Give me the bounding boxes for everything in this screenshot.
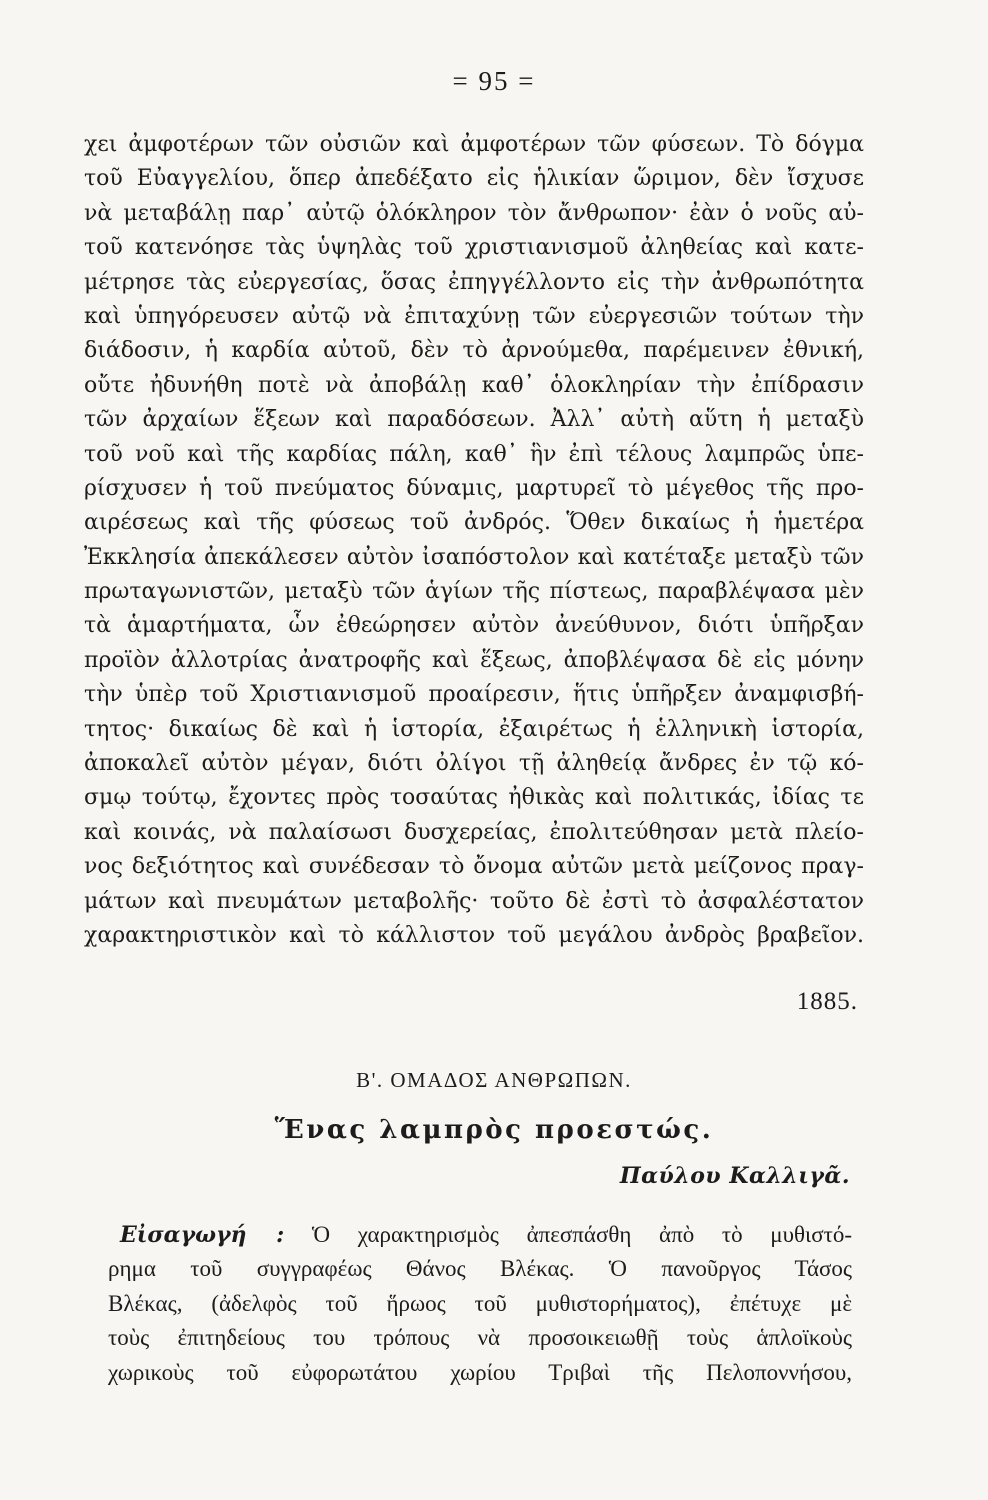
introduction <box>108 1218 852 1390</box>
text-line: οὔτε ἠδυνήθη ποτὲ νὰ ἀποβάλῃ καθ᾽ ὁλοκληρίαν τὴν ἐπίδρασιν <box>84 372 864 398</box>
text-line: πρωταγωνιστῶν, μεταξὺ τῶν ἁγίων τῆς πίστεως, παραβλέψασα μὲν <box>84 579 864 605</box>
text-line: τοῦ νοῦ καὶ τῆς καρδίας πάλη, καθ᾽ ἣν ἐπὶ τέλους λαμπρῶς ὑπε- <box>84 441 864 467</box>
text-line: Ἐκκλησία ἀπεκάλεσεν αὐτὸν ἰσαπόστολον καὶ κατέταξε μεταξὺ τῶν <box>84 544 864 570</box>
intro-first-line-text: Ὁ χαρακτηρισμὸς ἀπεσπάσθη ἀπὸ τὸ μυθιστό- <box>311 1222 853 1247</box>
intro-label: Εἰσαγωγή : <box>120 1222 285 1248</box>
article-title: Ἕνας λαμπρὸς προεστώς. <box>274 1115 714 1145</box>
text-line: χει ἀμφοτέρων τῶν οὐσιῶν καὶ ἀμφοτέρων τῶν φύσεων. Τὸ δόγμα <box>84 132 864 157</box>
intro-first-line <box>120 1218 852 1252</box>
text-line: τητος· δικαίως δὲ καὶ ἡ ἱστορία, ἐξαιρέτως ἡ ἑλληνικὴ ἱστορία, <box>84 716 864 742</box>
text-line: προϊὸν ἀλλοτρίας ἀνατροφῆς καὶ ἕξεως, ἀποβλέψασα δὲ εἰς μόνην <box>84 647 864 673</box>
text-line: καὶ ὑπηγόρευσεν αὐτῷ νὰ ἐπιταχύνῃ τῶν εὐεργεσιῶν τούτων τὴν <box>84 303 864 329</box>
text-line: αιρέσεως καὶ τῆς φύσεως τοῦ ἀνδρός. Ὅθεν δικαίως ἡ ἡμετέρα <box>84 510 864 536</box>
intro-line: ρημα τοῦ συγγραφέως Θάνος Βλέκας. Ὁ πανοῦργος Τάσος <box>108 1256 852 1282</box>
section-heading: Β'. ΟΜΑΔΟΣ ΑΝΘΡΩΠΩΝ. <box>356 1068 632 1092</box>
text-line: τοῦ κατενόησε τὰς ὑψηλὰς τοῦ χριστιανισμοῦ ἀληθείας καὶ κατε- <box>84 235 864 261</box>
text-line: μάτων καὶ πνευμάτων μεταβολῆς· τοῦτο δὲ ἐστὶ τὸ ἀσφαλέστατον <box>84 888 864 914</box>
text-line: ἀποκαλεῖ αὐτὸν μέγαν, διότι ὀλίγοι τῇ ἀληθείᾳ ἄνδρες ἐν τῷ κό- <box>84 751 864 777</box>
text-line-last: χαρακτηριστικὸν καὶ τὸ κάλλιστον τοῦ μεγάλου ἀνδρὸς βραβεῖον. <box>84 922 864 948</box>
page-number: = 95 = <box>452 66 536 96</box>
text-line: νος δεξιότητος καὶ συνέδεσαν τὸ ὄνομα αὐτῶν μετὰ μείζονος πραγ- <box>84 854 864 880</box>
text-line: καὶ κοινάς, νὰ παλαίσωσι δυσχερείας, ἐπολιτεύθησαν μετὰ πλείο- <box>84 819 864 845</box>
text-line: τοῦ Εὐαγγελίου, ὅπερ ἀπεδέξατο εἰς ἡλικίαν ὥριμον, δὲν ἴσχυσε <box>84 166 864 192</box>
text-line: σμῳ τούτῳ, ἔχοντες πρὸς τοσαύτας ἠθικὰς καὶ πολιτικάς, ἰδίας τε <box>84 785 864 811</box>
body-text <box>84 128 864 953</box>
text-line: νὰ μεταβάλῃ παρ᾽ αὐτῷ ὁλόκληρον τὸν ἄνθρωπον· ἐὰν ὁ νοῦς αὐ- <box>84 200 864 226</box>
intro-line: Βλέκας, (ἀδελφὸς τοῦ ἥρωος τοῦ μυθιστορήματος), ἐπέτυχε μὲ <box>108 1290 852 1316</box>
text-line: τὰ ἁμαρτήματα, ὧν ἐθεώρησεν αὐτὸν ἀνεύθυνον, διότι ὑπῆρξαν <box>84 613 864 639</box>
text-line: τὴν ὑπὲρ τοῦ Χριστιανισμοῦ προαίρεσιν, ἥτις ὑπῆρξεν ἀναμφισβή- <box>84 682 864 708</box>
text-line: διάδοσιν, ἡ καρδία αὐτοῦ, δὲν τὸ ἀρνούμεθα, παρέμεινεν ἐθνική, <box>84 338 864 364</box>
intro-line: τοὺς ἐπιτηδείους του τρόπους νὰ προσοικειωθῇ τοὺς ἁπλοϊκοὺς <box>108 1325 852 1351</box>
author-name: Παύλου Καλλιγᾶ. <box>619 1163 850 1189</box>
text-line: τῶν ἀρχαίων ἕξεων καὶ παραδόσεων. Ἀλλ᾽ αὐτὴ αὕτη ἡ μεταξὺ <box>84 407 864 433</box>
text-line: μέτρησε τὰς εὐεργεσίας, ὅσας ἐπηγγέλλοντο εἰς τὴν ἀνθρωπότητα <box>84 269 864 295</box>
date: 1885. <box>796 988 858 1015</box>
text-line: ρίσχυσεν ἡ τοῦ πνεύματος δύναμις, μαρτυρεῖ τὸ μέγεθος τῆς προ- <box>84 475 864 501</box>
intro-line: χωρικοὺς τοῦ εὐφορωτάτου χωρίου Τριβαὶ τῆς Πελοποννήσου, <box>108 1359 852 1385</box>
